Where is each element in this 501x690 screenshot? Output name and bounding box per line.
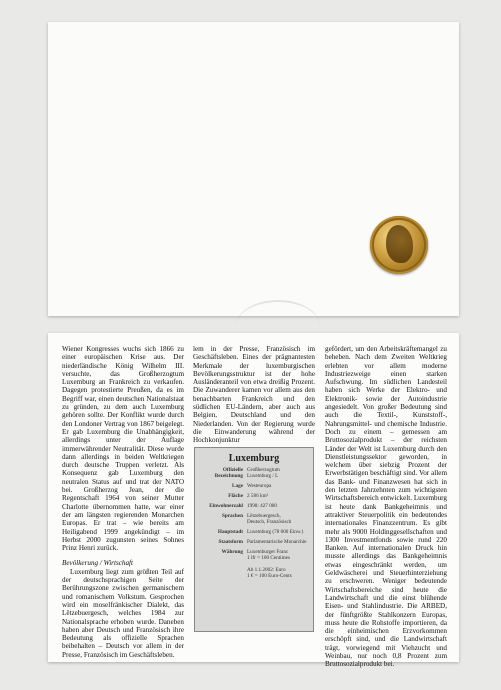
text-column-1	[62, 345, 184, 657]
fact-value-line: 1 lfr = 100 Centimes	[247, 555, 290, 561]
fact-row	[199, 493, 309, 499]
fact-value-line: 1998: 427 000	[247, 503, 277, 509]
fact-label: Hauptstadt	[217, 529, 243, 535]
fact-box-title: Luxemburg	[228, 453, 280, 464]
fact-value	[247, 549, 309, 579]
fact-value-line: Lëtzebuergesch,	[247, 513, 281, 519]
fact-value-line: 1 € = 100 Euro-Cents	[247, 573, 292, 579]
country-fact-box	[194, 447, 314, 632]
fact-label: Lage	[232, 483, 243, 489]
fact-value	[247, 467, 309, 479]
coin-envelope	[48, 22, 459, 316]
fact-value	[247, 513, 309, 525]
column1-paragraph-2: Luxemburg liegt zum größten Teil auf der deutschsprachigen Seite der Berührungszone zwischen germanischem und romanischem Volkstum. Gesprochen wird ein moselfränkischer Dialekt, das Lëtzebuergesch, welches 1984 zur Nationalsprache erhoben wurde. Daneben haben aber Deutsch und Französisch ihre Bedeutung als offizielle Sprachen beibehalten – Deutsch vor allem in der Presse, Französisch im Geschäftsleben.	[62, 567, 184, 659]
fact-value-line: Ab 1.1.2002: Euro	[247, 567, 286, 573]
text-column-3	[325, 345, 447, 669]
fact-label: Staatsform	[218, 539, 243, 545]
fact-value-line: Großherzogtum	[247, 467, 280, 473]
fact-value-line: Luxemburg (78 000 Einw.)	[247, 529, 304, 535]
fact-row	[199, 483, 309, 489]
fact-label: Sprachen	[221, 513, 243, 519]
fact-value-line: Luxemburger Franc	[247, 549, 289, 555]
column2-paragraph: lem in der Presse, Französisch im Geschäftsleben. Eines der prägnantesten Merkmale der luxemburgischen Bevölkerungsstruktur ist der hohe Ausländeranteil von etwa dreißig Prozent. Die Zuwanderer kamen vor allem aus den benachbarten Frankreich und den südlichen EU-Ländern, aber auch aus Belgien, Deutschland und den Niederlanden. Von der Regierung wurde die Einwanderung während der Hochkonjunktur	[193, 345, 315, 445]
fact-value	[247, 503, 309, 509]
fact-value	[247, 493, 309, 499]
fact-value-line: Luxemburg / L	[247, 473, 279, 479]
fact-row	[199, 529, 309, 535]
fact-value	[247, 529, 309, 535]
info-insert-card	[48, 333, 459, 669]
fact-row	[199, 503, 309, 509]
text-column-2	[193, 345, 315, 447]
fact-row	[199, 513, 309, 525]
fact-row	[199, 549, 309, 579]
column1-paragraph: Wiener Kongresses wuchs sich 1866 zu einer europäischen Krise aus. Der niederländische König Wilhelm III. versuchte, das Großherzogtum Luxemburg an Frankreich zu verkaufen. Dagegen protestierte Preußen, da es im Begriff war, einen deutschen Nationalstaat zu gründen, zu dem auch Luxemburg gehören sollte. Der Konflikt wurde durch den Londoner Vertrag von 1867 beigelegt. Er gab Luxemburg die Unabhängigkeit, allerdings unter der Auflage immerwährender Neutralität. Diese wurde dann allerdings in beiden Weltkriegen durch deutsche Truppen verletzt. Als Konsequenz gab Luxemburg den neutralen Status auf und trat der NATO bei. Großherzog Jean, der die Regentschaft 1964 von seiner Mutter Charlotte übernommen hatte, war einer der am längsten regierenden Monarchen Europas. Er trat – wie bereits am Heiligabend 1999 angekündigt – im Herbst 2000 zugunsten seines Sohnes Prinz Henri zurück.	[62, 345, 184, 553]
gold-coin	[370, 216, 428, 274]
column3-paragraph: gefördert, um den Arbeitskräftemangel zu beheben. Nach dem Zweiten Weltkrieg erlebten vor allem moderne Industriezweige einen starken Aufschwung. Im südlichen Landesteil haben sich Werke der Elektro- und Elektronik- sowie der Autoindustrie angesiedelt. Von großer Bedeutung sind auch die Textil-, Kunststoff-, Nahrungsmittel- und chemische Industrie. Doch zu einem – gemessen am Bruttosozialprodukt – der reichsten Länder der Welt ist Luxemburg durch den Dienstleistungssektor geworden, in welchem über siebzig Prozent der Erwerbstätigen beschäftigt sind. Vor allem das Bank- und Finanzwesen hat sich in den letzten Jahrzehnten zum wichtigsten Wirtschaftsbereich entwickelt. Luxemburg ist heute dank Bankgeheimnis und attraktiver Steuerpolitik ein bedeutendes internationales Finanzzentrum. Es gibt mehr als 9000 Holdinggesellschaften und 1300 Investmentfonds sowie rund 220 Banken. Auf internationalen Druck hin musste allerdings das Bankgeheimnis etwas eingeschränkt werden, um Geldwäscherei und Steuerhinterziehung zu erschweren. Weniger bedeutende Wirtschaftsbereiche sind heute die Landwirtschaft und die einst blühende Eisen- und Stahlindustrie. Die ARBED, der fünftgrößte Stahlkonzern Europas, muss heute die Rohstoffe importieren, da die einheimischen Erzvorkommen erschöpft sind, und die Landwirtschaft trägt, vorwiegend mit Viehzucht und Weinbau, nur noch 0,8 Prozent zum Bruttosozialprodukt bei.	[325, 345, 447, 669]
fact-label: Offizielle Bezeichnung	[214, 467, 243, 479]
section-heading: Bevölkerung / Wirtschaft	[62, 559, 133, 568]
fact-value	[247, 539, 309, 545]
fact-label: Einwohnerzahl	[209, 503, 243, 509]
fact-label: Währung	[221, 549, 243, 555]
fact-value	[247, 483, 309, 489]
fact-row	[199, 467, 309, 479]
fact-value-line: Deutsch, Französisch	[247, 519, 292, 525]
fact-value-line: 2 586 km²	[247, 493, 269, 499]
fact-row	[199, 539, 309, 545]
fact-value-line: Parlamentarische Monarchie	[247, 539, 307, 545]
fact-label: Fläche	[228, 493, 243, 499]
fact-value-line: Westeuropa	[247, 483, 272, 489]
coin-portrait-icon	[386, 225, 413, 263]
